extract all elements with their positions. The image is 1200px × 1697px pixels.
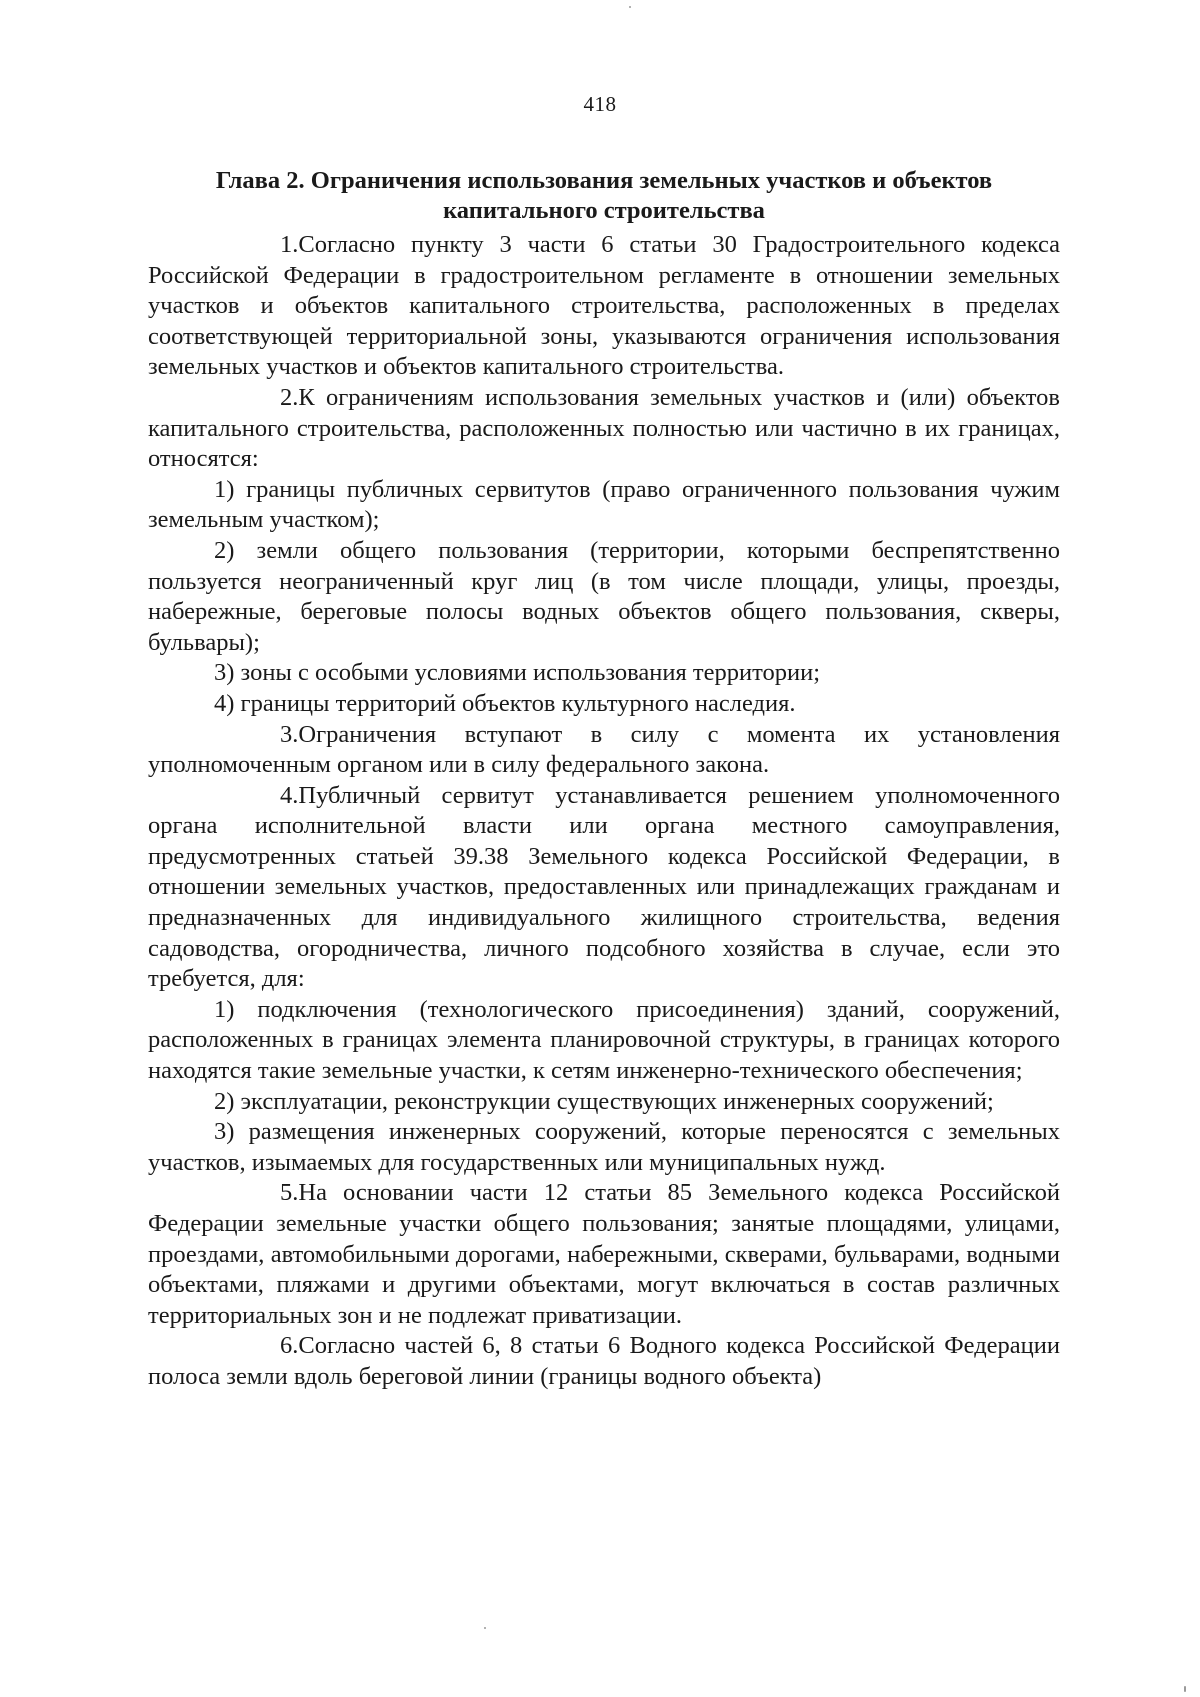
paragraph-number: 5. (280, 1179, 299, 1207)
paragraph-number: 4. (280, 781, 299, 809)
paragraph-text: Согласно частей 6, 8 статьи 6 Водного кодекса Российской Федерации полоса земли вдоль береговой линии (границы водного объекта) (148, 1332, 1060, 1390)
paragraph-text: На основании части 12 статьи 85 Земельного кодекса Российской Федерации земельные участки общего пользования; занятые площадями, улицами, проездами, автомобильными дорогами, набережными, скверами, бульварами, водными объектами, пляжами и другими объектами, могут включаться в состав различных территориальных зон и не подлежат приватизации. (148, 1179, 1060, 1329)
list-item-servitude-2: 2) эксплуатации, реконструкции существующих инженерных сооружений; (214, 1087, 994, 1115)
page-number: 418 (583, 92, 617, 116)
chapter-title: Глава 2. Ограничения использования земельных участков и объектов капитального строительства (215, 167, 993, 224)
paragraph-number: 1. (280, 231, 299, 258)
list-item-servitude-3: 3) размещения инженерных сооружений, которые переносятся с земельных участков, изымаемых для государственных или муниципальных нужд. (148, 1118, 1060, 1176)
scan-speck (629, 6, 631, 8)
list-item-restriction-2: 2) земли общего пользования (территории, которыми беспрепятственно пользуется неограниченный круг лиц (в том числе площади, улицы, проезды, набережные, береговые полосы водных объектов общего пользования, скверы, бульвары); (148, 536, 1060, 656)
paragraph-number: 3. (280, 720, 299, 748)
list-item-restriction-4: 4) границы территорий объектов культурного наследия. (214, 689, 796, 717)
scan-speck (1184, 1686, 1186, 1692)
paragraph-3 (148, 720, 1060, 781)
list-item-restriction-3: 3) зоны с особыми условиями использования территории; (214, 659, 821, 687)
paragraph-6 (148, 1331, 1060, 1392)
paragraph-text: Публичный сервитут устанавливается решением уполномоченного органа исполнительной власти или органа местного самоуправления, предусмотренных статьей 39.38 Земельного кодекса Российской Федерации, в отношении земельных участков, предоставленных или принадлежащих гражданам и предназначенных для индивидуального жилищного строительства, ведения садоводства, огородничества, личного подсобного хозяйства в случае, если это требуется, для: (148, 781, 1060, 993)
paragraph-5 (148, 1178, 1060, 1331)
list-item-restriction-1: 1) границы публичных сервитутов (право ограниченного пользования чужим земельным участком); (148, 475, 1060, 534)
paragraph-2 (148, 383, 1060, 475)
paragraph-text: Согласно пункту 3 части 6 статьи 30 Градостроительного кодекса Российской Федерации в градостроительном регламенте в отношении земельных участков и объектов капитального строительства, расположенных в пределах соответствующей территориальной зоны, указываются ограничения использования земельных участков и объектов капитального строительства. (148, 231, 1060, 381)
scan-speck (484, 1627, 486, 1629)
paragraph-text: Ограничения вступают в силу с момента их установления уполномоченным органом или в силу федерального закона. (148, 720, 1060, 779)
paragraph-number: 2. (280, 383, 299, 411)
page-content (148, 166, 1060, 1393)
paragraph-number: 6. (280, 1332, 299, 1360)
paragraph-1 (148, 230, 1060, 383)
list-item-servitude-1: 1) подключения (технологического присоединения) зданий, сооружений, расположенных в границах элемента планировочной структуры, в границах которого находятся такие земельные участки, к сетям инженерно-технического обеспечения; (148, 995, 1060, 1085)
paragraph-text: К ограничениям использования земельных участков и (или) объектов капитального строительства, расположенных полностью или частично в их границах, относятся: (148, 383, 1060, 473)
paragraph-4 (148, 781, 1060, 995)
